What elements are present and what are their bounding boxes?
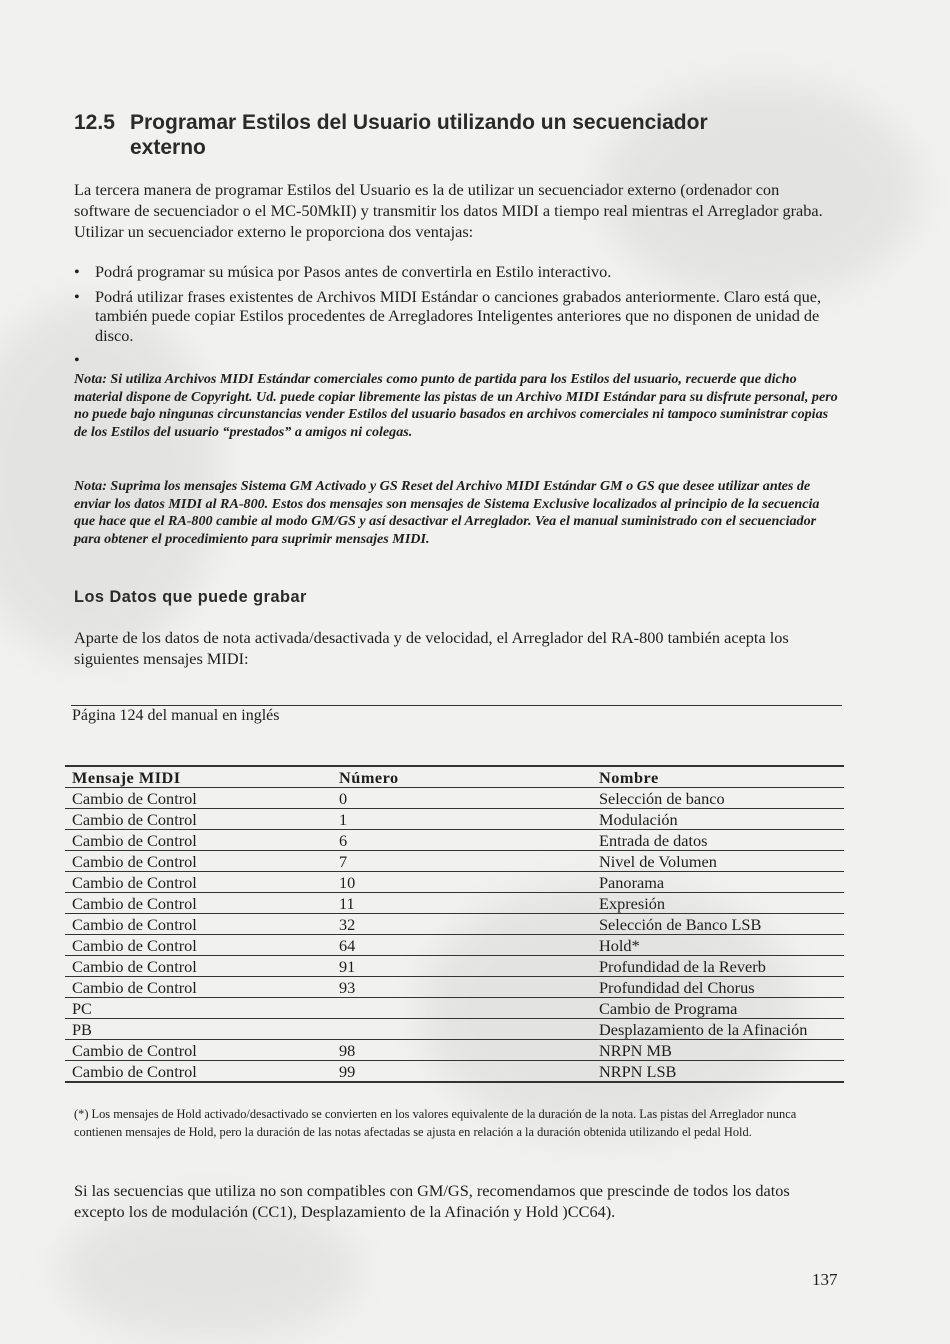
divider — [71, 705, 842, 706]
cell-message: Cambio de Control — [65, 788, 332, 809]
subheading: Los Datos que puede grabar — [74, 588, 307, 606]
cell-message: Cambio de Control — [65, 893, 332, 914]
cell-name: Desplazamiento de la Afinación — [592, 1019, 844, 1040]
table-body — [65, 788, 844, 1083]
table-row — [65, 998, 844, 1019]
footnote: (*) Los mensajes de Hold activado/desactivado se convierten en los valores equivalente de la duración de la nota. Las pistas del Arreglador nunca contienen mensajes de Hold, pero la duración de las notas afectadas se ajusta en relación a la duración obtenida utilizando el pedal Hold. — [74, 1107, 797, 1139]
table-row — [65, 788, 844, 809]
table-row — [65, 809, 844, 830]
cell-number — [332, 1019, 592, 1040]
table-row — [65, 956, 844, 977]
table-header-row — [65, 766, 844, 788]
advantages-list — [74, 262, 834, 374]
list-item: • Podrá utilizar frases existentes de Archivos MIDI Estándar o canciones grabados anteriormente. Claro está que, también puede copiar Estilos procedentes de Arregladores Inteligentes anteriores que no disponen de unidad de disco. — [74, 286, 822, 345]
cell-message: Cambio de Control — [65, 935, 332, 956]
column-header: Mensaje MIDI — [65, 766, 332, 788]
cell-message: Cambio de Control — [65, 872, 332, 893]
list-item — [74, 350, 834, 369]
table-row — [65, 914, 844, 935]
cell-name: Profundidad del Chorus — [592, 977, 844, 998]
cell-message: Cambio de Control — [65, 1040, 332, 1061]
cell-name: Entrada de datos — [592, 830, 844, 851]
table-row — [65, 1061, 844, 1083]
list-item: • Podrá programar su música por Pasos antes de convertirla en Estilo interactivo. — [74, 262, 612, 281]
cell-name: Panorama — [592, 872, 844, 893]
cell-name: Nivel de Volumen — [592, 851, 844, 872]
table-row — [65, 1019, 844, 1040]
midi-messages-table — [65, 765, 844, 1083]
table-row — [65, 872, 844, 893]
table-row — [65, 1040, 844, 1061]
page-reference: Página 124 del manual en inglés — [72, 707, 280, 724]
column-header: Número — [332, 766, 592, 788]
cell-message: Cambio de Control — [65, 809, 332, 830]
section-number: 12.5 — [74, 111, 115, 134]
cell-message: PB — [65, 1019, 332, 1040]
section-heading — [74, 110, 864, 160]
cell-number: 11 — [332, 893, 592, 914]
cell-number: 64 — [332, 935, 592, 956]
cell-number: 32 — [332, 914, 592, 935]
cell-message: Cambio de Control — [65, 1061, 332, 1083]
bullet-icon: • — [74, 262, 80, 281]
cell-number: 10 — [332, 872, 592, 893]
cell-name: Hold* — [592, 935, 844, 956]
cell-name: NRPN LSB — [592, 1061, 844, 1083]
table-row — [65, 935, 844, 956]
table-row — [65, 830, 844, 851]
compatibility-paragraph: Si las secuencias que utiliza no son compatibles con GM/GS, recomendamos que prescinde de todos los datos excepto los de modulación (CC1), Desplazamiento de la Afinación y Hold )CC64). — [74, 1181, 790, 1221]
table-row — [65, 893, 844, 914]
cell-name: Selección de Banco LSB — [592, 914, 844, 935]
copyright-note: Nota: Si utiliza Archivos MIDI Estándar comerciales como punto de partida para los Estilos del usuario, recuerde que dicho material dispone de Copyright. Ud. puede copiar libremente las pistas de un Archivo MIDI Estándar para su disfrute personal, pero no puede bajo ningunas circunstancias vender Estilos del usuario basados en archivos comerciales ni tampoco suministrar copias de los Estilos del usuario “prestados” a amigos ni colegas. — [74, 371, 838, 440]
bullet-icon: • — [74, 286, 80, 306]
cell-name: Modulación — [592, 809, 844, 830]
intro-paragraph: La tercera manera de programar Estilos del Usuario es la de utilizar un secuenciador externo (ordenador con software de secuenciador o el MC-50MkII) y transmitir los datos MIDI a tiempo real mientras el Arreglador graba. Utilizar un secuenciador externo le proporciona dos ventajas: — [74, 180, 823, 241]
cell-name: Selección de banco — [592, 788, 844, 809]
cell-number: 0 — [332, 788, 592, 809]
cell-number: 1 — [332, 809, 592, 830]
cell-name: Profundidad de la Reverb — [592, 956, 844, 977]
cell-message: Cambio de Control — [65, 830, 332, 851]
cell-number: 99 — [332, 1061, 592, 1083]
cell-message: Cambio de Control — [65, 956, 332, 977]
cell-message: Cambio de Control — [65, 977, 332, 998]
cell-number — [332, 998, 592, 1019]
cell-name: Expresión — [592, 893, 844, 914]
cell-number: 91 — [332, 956, 592, 977]
cell-message: PC — [65, 998, 332, 1019]
section-title-line1: Programar Estilos del Usuario utilizando un secuenciador — [130, 111, 708, 134]
cell-name: Cambio de Programa — [592, 998, 844, 1019]
cell-number: 7 — [332, 851, 592, 872]
data-paragraph: Aparte de los datos de nota activada/desactivada y de velocidad, el Arreglador del RA-800 también acepta los siguientes mensajes MIDI: — [74, 628, 789, 668]
section-title-line2: externo — [130, 136, 206, 159]
cell-number: 6 — [332, 830, 592, 851]
table-row — [65, 977, 844, 998]
page-number: 137 — [812, 1270, 838, 1289]
cell-number: 93 — [332, 977, 592, 998]
cell-message: Cambio de Control — [65, 914, 332, 935]
column-header: Nombre — [592, 766, 844, 788]
cell-message: Cambio de Control — [65, 851, 332, 872]
table-row — [65, 851, 844, 872]
cell-number: 98 — [332, 1040, 592, 1061]
gm-gs-note: Nota: Suprima los mensajes Sistema GM Activado y GS Reset del Archivo MIDI Estándar GM o GS que desee utilizar antes de enviar los datos MIDI al RA-800. Estos dos mensajes son mensajes de Sistema Exclusive localizados al principio de la secuencia que hace que el RA-800 cambie al modo GM/GS y así desactivar el Arreglador. Vea el manual suministrado con el secuenciador para obtener el procedimiento para suprimir mensajes MIDI. — [74, 478, 820, 547]
bullet-icon: • — [74, 350, 80, 369]
cell-name: NRPN MB — [592, 1040, 844, 1061]
